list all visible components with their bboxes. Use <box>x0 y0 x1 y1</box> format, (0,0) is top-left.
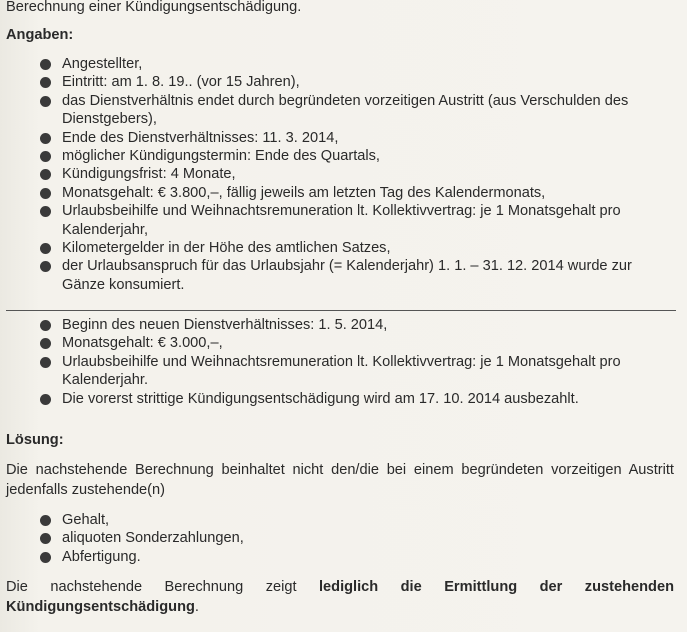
bullet-icon <box>40 188 51 199</box>
bullet-icon <box>40 552 51 563</box>
emphasis-text: lediglich die Ermittlung der zustehenden Kündigungsentschädigung <box>6 579 674 615</box>
bullet-icon <box>40 320 51 331</box>
list-item: der Urlaubsanspruch für das Urlaubsjahr (= Kalenderjahr) 1. 1. – 31. 12. 2014 wurde zur Gänze konsumiert. <box>40 257 662 294</box>
top-heading: Berechnung einer Kündigungsentschädigung. <box>6 0 302 15</box>
list-item: aliquoten Sonderzahlungen, <box>40 529 662 547</box>
bullet-icon <box>40 151 51 162</box>
bullet-icon <box>40 338 51 349</box>
bullet-icon <box>40 357 51 368</box>
list-item: Gehalt, <box>40 511 662 529</box>
bullet-icon <box>40 96 51 107</box>
loesung-paragraph-1: Die nachstehende Berechnung beinhaltet nicht den/die bei einem begründeten vorzeitigen Austritt jedenfalls zustehende(n) <box>6 462 674 498</box>
bullet-icon <box>40 169 51 180</box>
list-item: Ende des Dienstverhältnisses: 11. 3. 2014, <box>40 129 662 147</box>
bullet-icon <box>40 394 51 405</box>
list-item: Abfertigung. <box>40 548 662 566</box>
list-item: Angestellter, <box>40 55 662 73</box>
list-item: möglicher Kündigungstermin: Ende des Quartals, <box>40 147 662 165</box>
loesung-heading: Lösung: <box>6 432 64 448</box>
list-item: Kilometergelder in der Höhe des amtlichen Satzes, <box>40 239 662 257</box>
angaben-heading: Angaben: <box>6 27 74 43</box>
list-item: Monatsgehalt: € 3.000,–, <box>40 334 662 352</box>
section-divider <box>6 310 676 311</box>
list-item: Beginn des neuen Dienstverhältnisses: 1. 5. 2014, <box>40 316 662 334</box>
bullet-icon <box>40 243 51 254</box>
bullet-icon <box>40 533 51 544</box>
list-item: Urlaubsbeihilfe und Weihnachtsremuneration lt. Kollektivvertrag: je 1 Monatsgehalt pro Kalenderjahr, <box>40 202 662 239</box>
bullet-icon <box>40 206 51 217</box>
list-item: Eintritt: am 1. 8. 19.. (vor 15 Jahren), <box>40 73 662 91</box>
bullet-icon <box>40 515 51 526</box>
new-employment-list <box>40 316 662 408</box>
list-item: Urlaubsbeihilfe und Weihnachtsremuneration lt. Kollektivvertrag: je 1 Monatsgehalt pro Kalenderjahr. <box>40 353 662 390</box>
loesung-paragraph-2: Die nachstehende Berechnung zeigt lediglich die Ermittlung der zustehenden Kündigungsentschädigung. <box>6 579 674 615</box>
bullet-icon <box>40 133 51 144</box>
list-item: Die vorerst strittige Kündigungsentschädigung wird am 17. 10. 2014 ausbezahlt. <box>40 390 662 408</box>
list-item: das Dienstverhältnis endet durch begründeten vorzeitigen Austritt (aus Verschulden des Dienstgebers), <box>40 92 662 129</box>
loesung-list <box>40 511 662 566</box>
list-item: Monatsgehalt: € 3.800,–, fällig jeweils am letzten Tag des Kalendermonats, <box>40 184 662 202</box>
bullet-icon <box>40 77 51 88</box>
bullet-icon <box>40 59 51 70</box>
list-item: Kündigungsfrist: 4 Monate, <box>40 165 662 183</box>
bullet-icon <box>40 261 51 272</box>
angaben-list <box>40 55 662 294</box>
